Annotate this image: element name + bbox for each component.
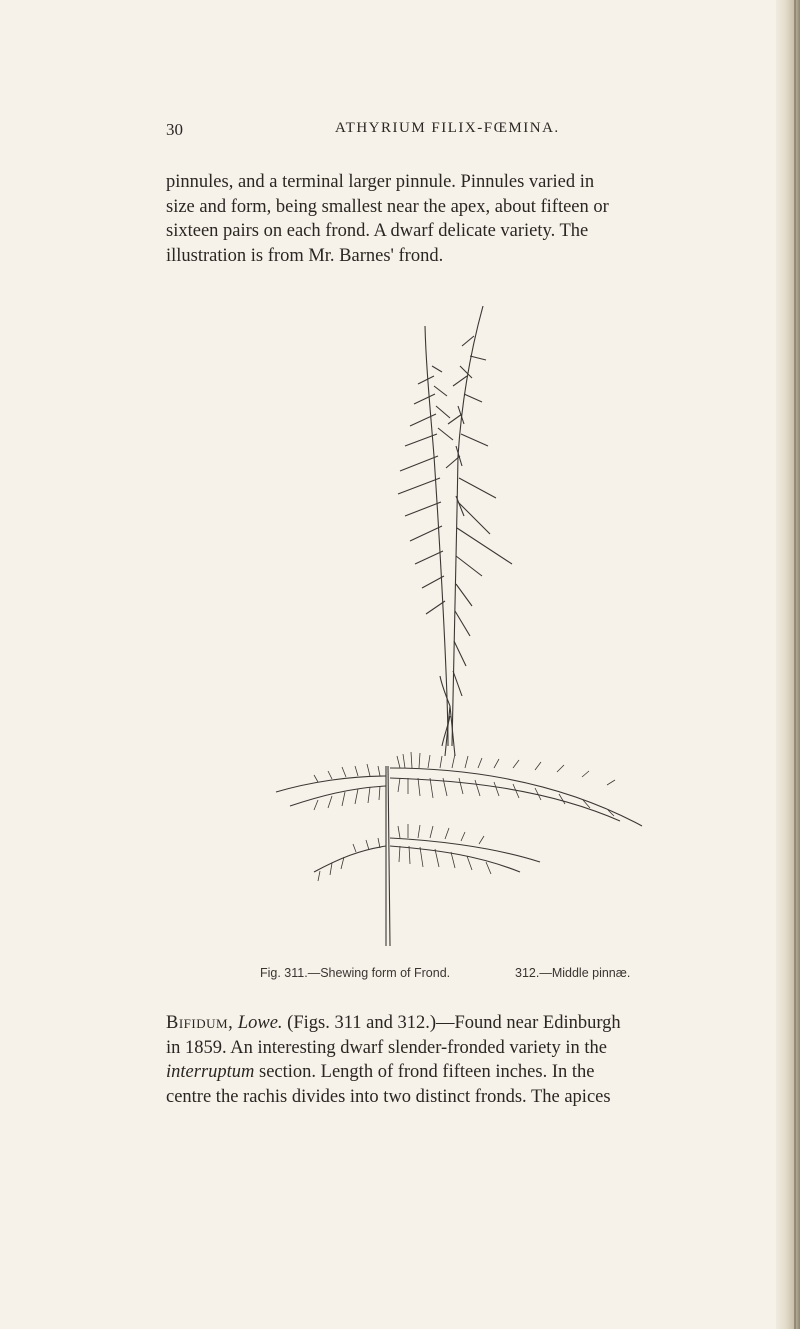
pinnae-312-drawing — [276, 766, 642, 946]
page-number: 30 — [166, 120, 183, 139]
paragraph-line: centre the rachis divides into two distinct fronds. The apices — [166, 1086, 611, 1107]
paragraph-pinnules — [166, 170, 708, 268]
paragraph-line: in 1859. An interesting dwarf slender-fronded variety in the — [166, 1037, 607, 1058]
variety-author: Lowe. — [237, 1013, 283, 1033]
fern-figure — [250, 306, 670, 946]
page-edge-line — [794, 0, 796, 1329]
paragraph-line-text: section. Length of frond fifteen inches. In the — [254, 1062, 595, 1082]
paragraph-line-text: (Figs. 311 and 312.)—Found near Edinburgh — [282, 1013, 621, 1033]
paragraph-line: pinnules, and a terminal larger pinnule. Pinnules varied in — [166, 172, 595, 192]
paragraph-line — [166, 1011, 708, 1036]
paragraph-line: size and form, being smallest near the apex, about fifteen or — [166, 196, 609, 217]
paragraph-line: sixteen pairs on each frond. A dwarf delicate variety. The — [166, 221, 589, 241]
page-header — [0, 120, 800, 142]
section-name: interruptum — [166, 1062, 255, 1082]
fern-illustration — [250, 306, 670, 946]
paragraph-line: illustration is from Mr. Barnes' frond. — [166, 245, 444, 266]
running-title: ATHYRIUM FILIX-FŒMINA. — [335, 120, 560, 136]
pinnae-312-segments — [314, 752, 615, 881]
paragraph-line — [166, 1060, 708, 1085]
caption-fig-311: Fig. 311.—Shewing form of Frond. — [260, 966, 451, 980]
paragraph-bifidum — [166, 1011, 708, 1109]
frond-311-drawing — [398, 306, 512, 756]
caption-fig-312: 312.—Middle pinnæ. — [515, 966, 631, 980]
page-edge-shadow — [776, 0, 800, 1329]
variety-name: Bifidum, — [166, 1013, 234, 1033]
